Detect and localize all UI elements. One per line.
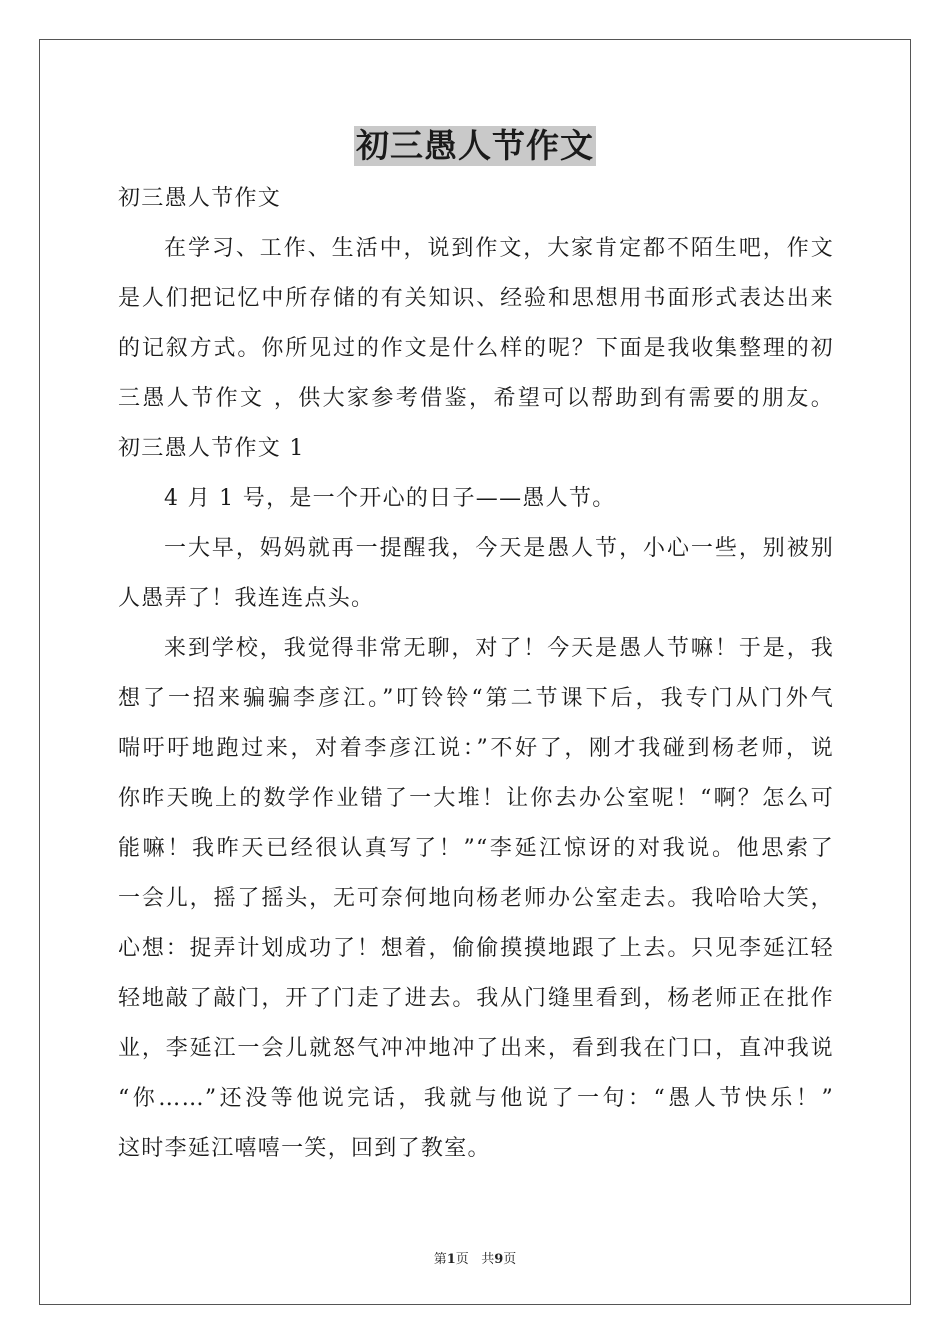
page-current: 1 <box>446 1252 456 1267</box>
total-unit: 页 <box>503 1252 517 1267</box>
text-line: 心想：捉弄计划成功了！想着，偷偷摸摸地跟了上去。只见李延江轻 <box>118 936 834 961</box>
total-prefix: 共 <box>481 1252 495 1267</box>
text-line: 这时李延江嘻嘻一笑，回到了教室。 <box>118 1136 491 1161</box>
text-line: 人愚弄了！我连连点头。 <box>118 586 375 611</box>
text-line: 业，李延江一会儿就怒气冲冲地冲了出来，看到我在门口，直冲我说 <box>118 1036 834 1061</box>
text-line: 的记叙方式。你所见过的作文是什么样的呢？下面是我收集整理的初 <box>118 336 834 361</box>
text-line: 轻地敲了敲门，开了门走了进去。我从门缝里看到，杨老师正在批作 <box>118 986 834 1011</box>
title-container <box>0 126 950 166</box>
text-line: 初三愚人节作文 <box>118 186 282 211</box>
text-line: 一大早，妈妈就再一提醒我，今天是愚人节，小心一些，别被别 <box>164 536 834 561</box>
text-line: 一会儿，摇了摇头，无可奈何地向杨老师办公室走去。我哈哈大笑， <box>118 886 834 911</box>
text-line: 你昨天晚上的数学作业错了一大堆！让你去办公室呢！“啊？怎么可 <box>118 786 834 811</box>
text-line: 初三愚人节作文 1 <box>118 436 305 461</box>
text-line: 在学习、工作、生活中，说到作文，大家肯定都不陌生吧，作文 <box>164 236 834 261</box>
page-total: 9 <box>494 1252 504 1267</box>
text-line: 来到学校，我觉得非常无聊，对了！今天是愚人节嘛！于是，我 <box>164 636 834 661</box>
text-line: 能嘛！我昨天已经很认真写了！”“李延江惊讶的对我说。他思索了 <box>118 836 834 861</box>
text-line: 想了一招来骗骗李彦江。”叮铃铃“第二节课下后，我专门从门外气 <box>118 686 834 711</box>
page-unit: 页 <box>455 1252 469 1267</box>
text-line: “你……”还没等他说完话，我就与他说了一句：“愚人节快乐！” <box>118 1086 834 1111</box>
text-line: 是人们把记忆中所存储的有关知识、经验和思想用书面形式表达出来 <box>118 286 834 311</box>
document-title: 初三愚人节作文 <box>356 126 594 165</box>
text-line: 三愚人节作文 ，供大家参考借鉴，希望可以帮助到有需要的朋友。 <box>118 386 834 411</box>
page-footer <box>0 1248 950 1267</box>
document-body <box>118 174 834 1174</box>
page-prefix: 第 <box>433 1252 447 1267</box>
text-line: 4 月 1 号，是一个开心的日子——愚人节。 <box>164 486 616 511</box>
text-line: 喘吁吁地跑过来，对着李彦江说：”不好了，刚才我碰到杨老师，说 <box>118 736 834 761</box>
